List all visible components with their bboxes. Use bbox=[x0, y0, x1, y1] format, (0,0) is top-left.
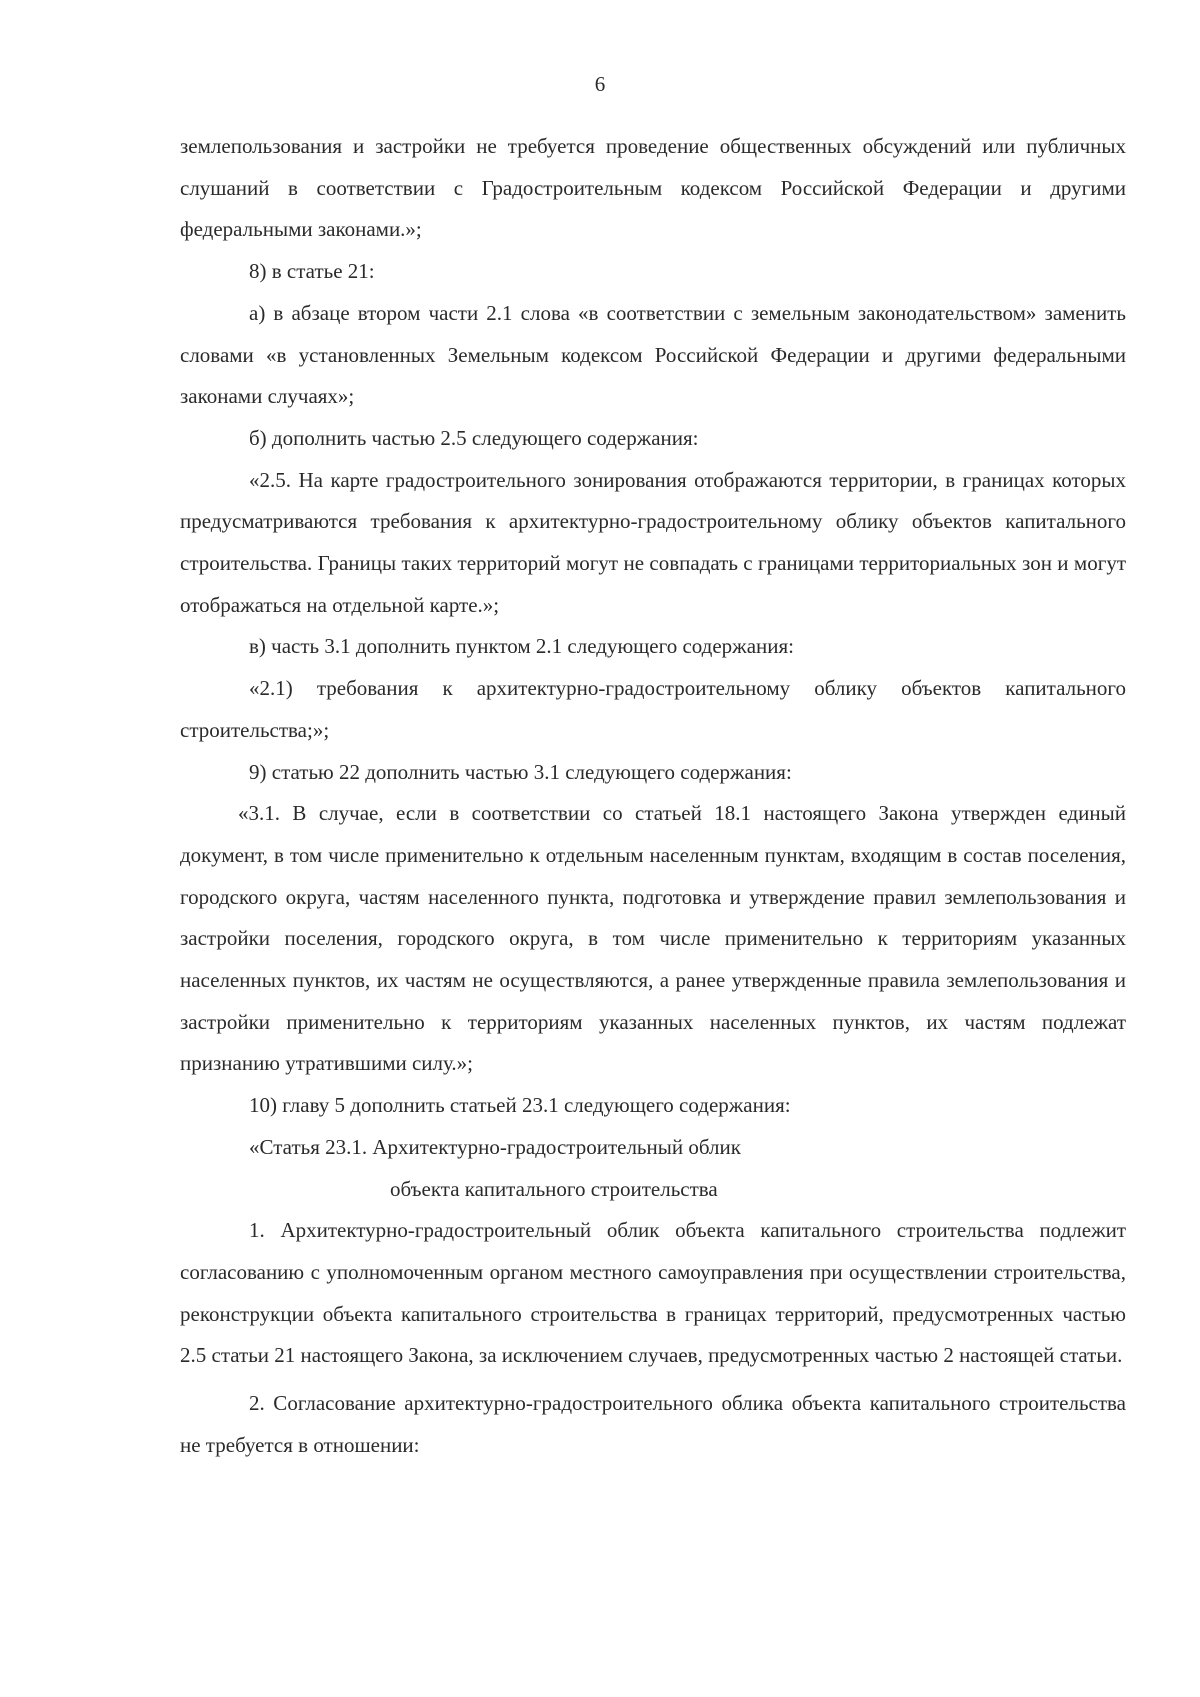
article-heading-line1: «Статья 23.1. Архитектурно-градостроительный облик bbox=[249, 1134, 741, 1159]
article-paragraph-1: 1. Архитектурно-градостроительный облик объекта капитального строительства подлежит согласованию с уполномоченным органом местного самоуправления при осуществлении строительства, реконструкции объекта капитального строительства в границах территорий, предусмотренных частью 2.5 статьи 21 настоящего Закона, за исключением случаев, предусмотренных частью 2 настоящей статьи. bbox=[180, 1218, 1126, 1368]
article-paragraph-2: 2. Согласование архитектурно-градостроительного облика объекта капитального строительства не требуется в отношении: bbox=[180, 1391, 1126, 1457]
paragraph-item-10: 10) главу 5 дополнить статьей 23.1 следующего содержания: bbox=[249, 1093, 791, 1118]
document-body bbox=[180, 126, 1126, 1467]
article-heading-line2: объекта капитального строительства bbox=[390, 1176, 718, 1201]
paragraph-item-8a: а) в абзаце втором части 2.1 слова «в соответствии с земельным законодательством» заменить словами «в установленных Земельным кодексом Российской Федерации и другими федеральными законами случаях»; bbox=[180, 300, 1126, 409]
paragraph-item-8b: б) дополнить частью 2.5 следующего содержания: bbox=[249, 425, 699, 450]
paragraph-quote-3-1: «3.1. В случае, если в соответствии со статьей 18.1 настоящего Закона утвержден единый документ, в том числе применительно к отдельным населенным пунктам, входящим в состав поселения, городского округа, частям населенного пункта, подготовка и утверждение правил землепользования и застройки поселения, городского округа, в том числе применительно к территориям указанных населенных пунктов, их частям не осуществляются, а ранее утвержденные правила землепользования и застройки применительно к территориям указанных населенных пунктов, их частям подлежат признанию утратившими силу.»; bbox=[180, 801, 1126, 1076]
paragraph-continuation: землепользования и застройки не требуется проведение общественных обсуждений или публичных слушаний в соответствии с Градостроительным кодексом Российской Федерации и другими федеральными законами.»; bbox=[180, 134, 1126, 242]
page-number: 6 bbox=[594, 72, 606, 96]
paragraph-item-8v: в) часть 3.1 дополнить пунктом 2.1 следующего содержания: bbox=[249, 634, 794, 659]
paragraph-item-9: 9) статью 22 дополнить частью 3.1 следующего содержания: bbox=[249, 759, 792, 784]
paragraph-quote-2-1: «2.1) требования к архитектурно-градостроительному облику объектов капитального строительства;»; bbox=[180, 676, 1126, 742]
paragraph-item-8: 8) в статье 21: bbox=[249, 259, 375, 284]
paragraph-quote-2-5: «2.5. На карте градостроительного зонирования отображаются территории, в границах которых предусматриваются требования к архитектурно-градостроительному облику объектов капитального строительства. Границы таких территорий могут не совпадать с границами территориальных зон и могут отображаться на отдельной карте.»; bbox=[180, 467, 1126, 617]
